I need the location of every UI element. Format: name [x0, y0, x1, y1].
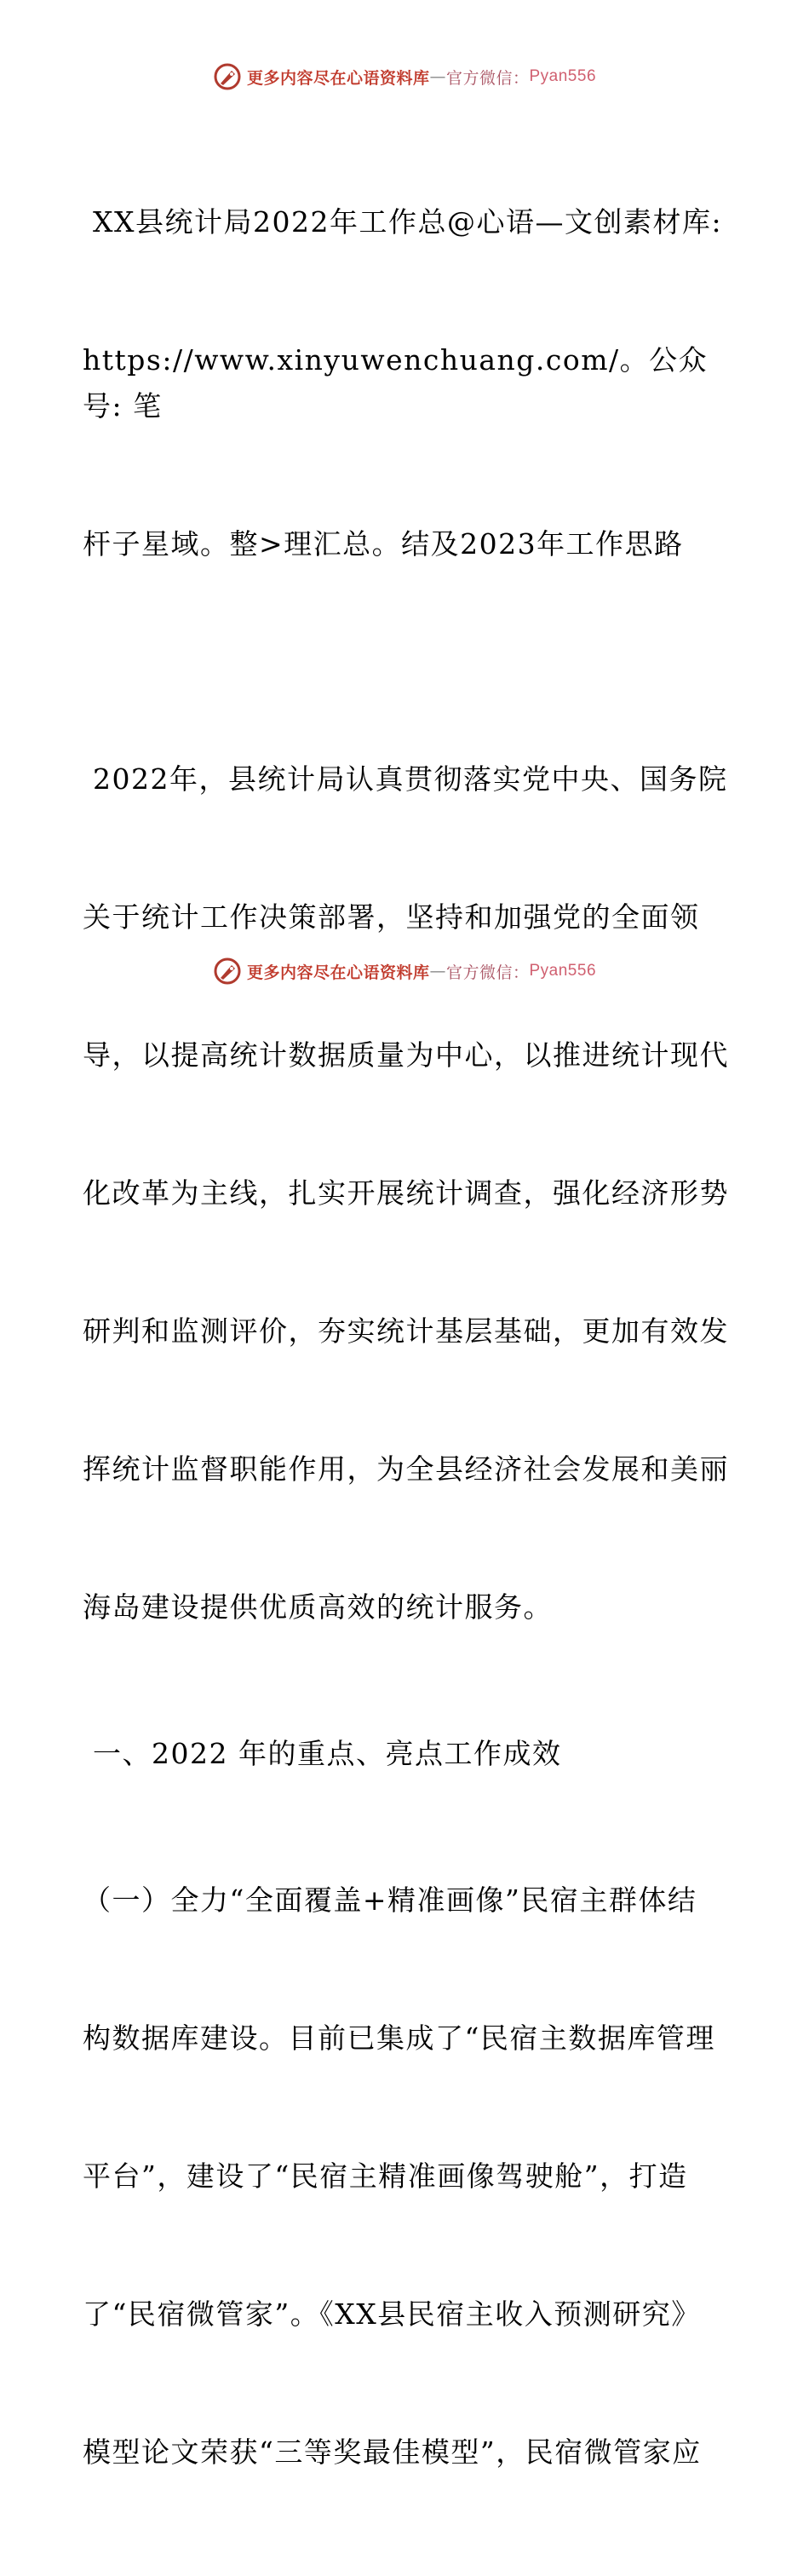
paragraph-line: 导，以提高统计数据质量为中心，以推进统计现代	[83, 1038, 729, 1072]
paragraph-line: （一）全力“全面覆盖+精准画像”民宿主群体结	[83, 1883, 697, 1917]
title-line: 杆子星域。整>理汇总。结及2023年工作思路	[83, 527, 684, 561]
watermark-separator: —	[429, 962, 446, 980]
paragraph-line: 了“民宿微管家”。《XX县民宿主收入预测研究》	[83, 2297, 701, 2331]
paragraph-line: 构数据库建设。目前已集成了“民宿主数据库管理	[83, 2021, 715, 2055]
paragraph-line: 海岛建设提供优质高效的统计服务。	[83, 1590, 553, 1624]
paragraph-line: 挥统计监督职能作用，为全县经济社会发展和美丽	[83, 1452, 729, 1486]
watermark-wechat-id: Pyan556	[529, 962, 597, 980]
footer-watermark	[0, 954, 809, 988]
paragraph-line: 关于统计工作决策部署，坚持和加强党的全面领	[83, 900, 700, 934]
paragraph-line: 化改革为主线，扎实开展统计调查，强化经济形势	[83, 1176, 729, 1210]
paragraph-line: 平台”，建设了“民宿主精准画像驾驶舱”，打造	[83, 2159, 688, 2193]
pen-nib-logo-icon	[213, 62, 242, 91]
section-heading: 一、2022 年的重点、亮点工作成效	[83, 1737, 562, 1770]
pen-nib-logo-icon	[213, 957, 242, 986]
watermark-label: 官方微信：	[445, 963, 530, 982]
title-line: XX县统计局2022年工作总@心语—文创素材库:	[83, 205, 723, 239]
paragraph-line: 模型论文荣获“三等奖最佳模型”，民宿微管家应	[83, 2435, 702, 2469]
header-watermark	[0, 60, 809, 94]
watermark-wechat-id: Pyan556	[529, 67, 597, 85]
title-line: https://www.xinyuwenchuang.com/。公众号: 笔	[83, 343, 709, 423]
watermark-main-text: 更多内容尽在心语资料库	[246, 963, 430, 982]
intro-paragraph	[83, 664, 730, 1722]
watermark-label: 官方微信：	[445, 68, 530, 88]
section-paragraph	[83, 1785, 730, 2567]
paragraph-line: 研判和监测评价，夯实统计基层基础，更加有效发	[83, 1314, 729, 1348]
document-title	[83, 107, 730, 659]
watermark-main-text: 更多内容尽在心语资料库	[246, 68, 430, 88]
paragraph-line: 2022年，县统计局认真贯彻落实党中央、国务院	[83, 762, 728, 796]
watermark-separator: —	[429, 67, 446, 86]
document-body	[83, 107, 730, 2576]
